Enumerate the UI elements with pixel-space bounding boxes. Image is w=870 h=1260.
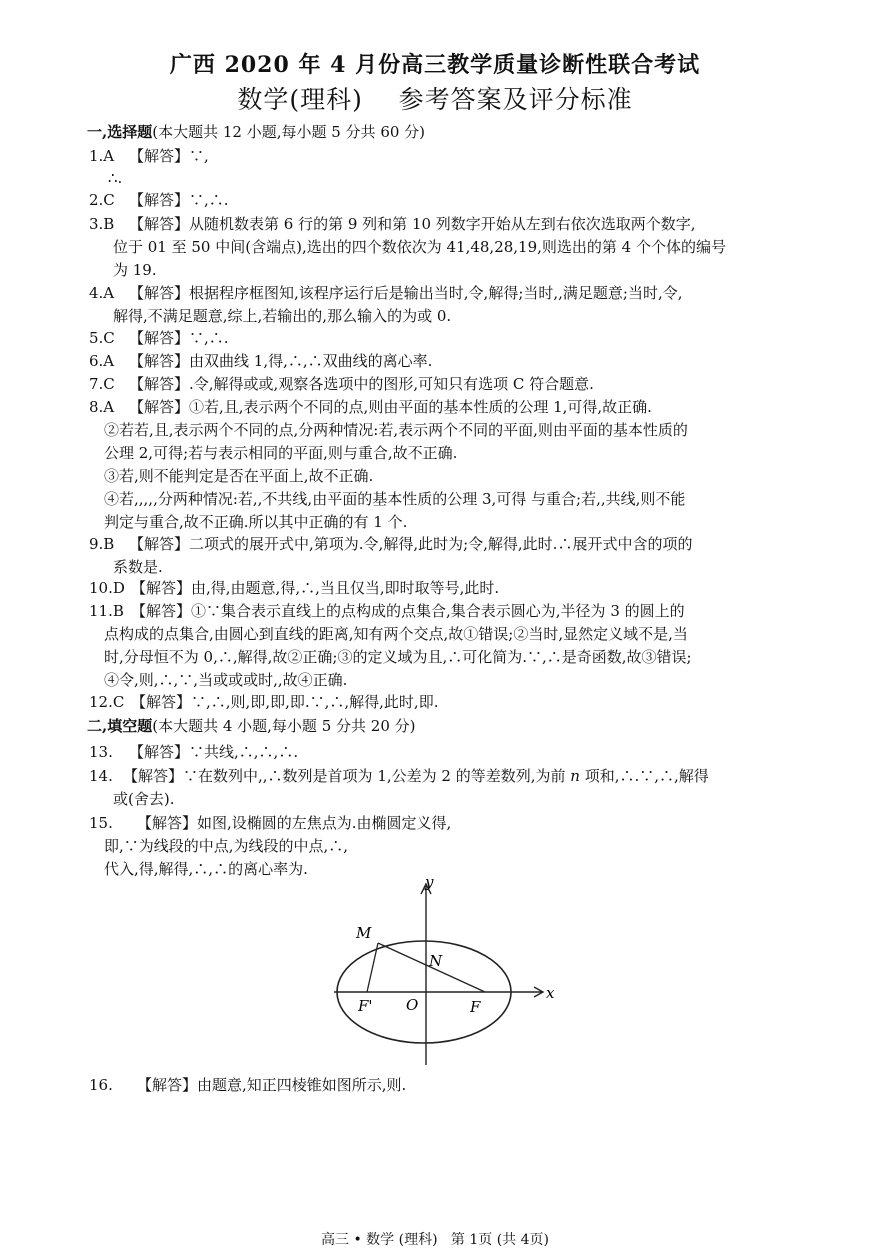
answer-text: 时,分母恒不为 0,∴,解得,故②正确;③的定义域为且,∴可化简为.∵,∴是奇函数,故③错误;	[104, 648, 692, 666]
answer-text: 为 19.	[113, 261, 157, 279]
answer-text: ∵共线,∴,∴,∴.	[189, 743, 299, 761]
origin-O-label: O	[406, 996, 419, 1014]
question-number: 6.A	[89, 352, 115, 370]
answer-text: 公理 2,可得;若与表示相同的平面,则与重合,故不正确.	[104, 444, 458, 462]
answer-q7	[89, 374, 594, 394]
answer-text: 由题意,知正四棱锥如图所示,则.	[197, 1076, 407, 1094]
answer-text: ④令,则,∴,∵,当或或或时,,故④正确.	[104, 671, 348, 689]
answer-label: 【解答】	[129, 284, 190, 302]
answer-text: 根据程序框图知,该程序运行后是输出当时,令,解得;当时,,满足题意;当时,令,	[189, 284, 683, 302]
answer-text: 项和,∴.∵,∴,解得	[579, 767, 709, 785]
answer-text: ∵,	[189, 147, 209, 165]
y-axis-label: y	[425, 873, 434, 891]
answer-text: 或(舍去).	[113, 790, 175, 808]
point-Fprime-label: F'	[358, 997, 373, 1015]
answer-q2	[89, 190, 229, 210]
section-note: (本大题共 4 小题,每小题 5 分共 20 分)	[152, 717, 416, 735]
answer-label: 【解答】	[131, 602, 192, 620]
answer-label: 【解答】	[131, 693, 192, 711]
answer-q13	[89, 742, 298, 762]
question-number: 3.B	[89, 215, 115, 233]
section-title: 二,填空题	[87, 717, 153, 735]
question-number: 9.B	[89, 535, 115, 553]
question-number: 14.	[89, 767, 113, 785]
x-axis-label: x	[546, 984, 555, 1002]
question-number: 12.C	[89, 693, 125, 711]
answer-q12	[89, 692, 438, 712]
answer-text: ∴.	[108, 169, 123, 187]
answer-label: 【解答】	[129, 191, 190, 209]
question-number: 5.C	[89, 329, 115, 347]
answer-label: 【解答】	[129, 743, 190, 761]
answer-text: ∵,∴.	[189, 329, 229, 347]
answer-text: 二项式的展开式中,第项为.令,解得,此时为;令,解得,此时.∴展开式中含的项的	[189, 535, 693, 553]
page-subtitle: 数学(理科) 参考答案及评分标准	[237, 85, 633, 114]
answer-q5	[89, 328, 229, 348]
answer-q6	[89, 351, 432, 371]
answer-text: 解得,不满足题意,综上,若输出的,那么输入的为或 0.	[113, 307, 452, 325]
answer-text: 系数是.	[113, 558, 163, 576]
answer-text: 代入,得,解得,∴,∴的离心率为.	[104, 860, 308, 878]
page-title: 广西 2020 年 4 月份高三教学质量诊断性联合考试	[169, 52, 701, 78]
answer-text: 即,∵为线段的中点,为线段的中点,∴,	[104, 837, 349, 855]
point-N-label: N	[429, 952, 443, 970]
answer-text: ④若,,,,,分两种情况:若,,不共线,由平面的基本性质的公理 3,可得 与重合;若,,共线,则不能	[104, 490, 686, 508]
answer-q15	[89, 813, 451, 833]
point-M-label: M	[356, 924, 372, 942]
answer-text: 点构成的点集合,由圆心到直线的距离,知有两个交点,故①错误;②当时,显然定义域不是,当	[104, 625, 688, 643]
answer-label: 【解答】	[123, 767, 184, 785]
answer-q14	[89, 766, 709, 786]
answer-text: ∵,∴.	[189, 191, 229, 209]
answer-text: ∵,∴,则,即,即,即.∵,∴,解得,此时,即.	[191, 693, 439, 711]
answer-label: 【解答】	[129, 398, 190, 416]
question-number: 16.	[89, 1076, 113, 1094]
question-number: 11.B	[89, 602, 124, 620]
answer-label: 【解答】	[129, 147, 190, 165]
question-number: 8.A	[89, 398, 115, 416]
section-title: 一,选择题	[87, 123, 153, 141]
answer-text: 由,得,由题意,得,∴,当且仅当,即时取等号,此时.	[191, 579, 500, 597]
variable-n: n	[570, 767, 580, 785]
answer-text: ①∵集合表示直线上的点构成的点集合,集合表示圆心为,半径为 3 的圆上的	[191, 602, 685, 620]
answer-text: 判定与重合,故不正确.所以其中正确的有 1 个.	[104, 513, 408, 531]
answer-label: 【解答】	[129, 329, 190, 347]
answer-q8	[89, 397, 652, 417]
answer-text: ②若若,且,表示两个不同的点,分两种情况:若,表示两个不同的平面,则由平面的基本性质的	[104, 421, 688, 439]
section-note: (本大题共 12 小题,每小题 5 分共 60 分)	[152, 123, 426, 141]
question-number: 13.	[89, 743, 113, 761]
answer-label: 【解答】	[129, 375, 190, 393]
answer-label: 【解答】	[129, 352, 190, 370]
answer-q1	[89, 146, 209, 166]
answer-text: 从随机数表第 6 行的第 9 列和第 10 列数字开始从左到右依次选取两个数字,	[189, 215, 696, 233]
answer-label: 【解答】	[131, 579, 192, 597]
answer-text: 位于 01 至 50 中间(含端点),选出的四个数依次为 41,48,28,19,则选出的第 4 个个体的编号	[113, 238, 726, 256]
answer-text: 由双曲线 1,得,∴,∴双曲线的离心率.	[189, 352, 433, 370]
answer-label: 【解答】	[137, 814, 198, 832]
question-number: 2.C	[89, 191, 115, 209]
page-footer: 高三 • 数学 (理科) 第 1页 (共 4页)	[321, 1232, 549, 1248]
question-number: 10.D	[89, 579, 125, 597]
answer-label: 【解答】	[129, 215, 190, 233]
section-heading-fill	[87, 716, 416, 736]
point-F-label: F	[470, 998, 481, 1016]
answer-text: ∵在数列中,,∴数列是首项为 1,公差为 2 的等差数列,为前	[183, 767, 571, 785]
question-number: 15.	[89, 814, 113, 832]
answer-q9	[89, 534, 692, 554]
answer-label: 【解答】	[137, 1076, 198, 1094]
section-heading-choice	[87, 122, 425, 142]
answer-text: ①若,且,表示两个不同的点,则由平面的基本性质的公理 1,可得,故正确.	[189, 398, 652, 416]
answer-label: 【解答】	[129, 535, 190, 553]
question-number: 4.A	[89, 284, 115, 302]
answer-text: ③若,则不能判定是否在平面上,故不正确.	[104, 467, 374, 485]
answer-q4	[89, 283, 683, 303]
answer-q10	[89, 578, 499, 598]
answer-q16	[89, 1075, 406, 1095]
question-number: 7.C	[89, 375, 115, 393]
ellipse-figure	[320, 872, 560, 1072]
answer-text: 如图,设椭圆的左焦点为.由椭圆定义得,	[197, 814, 452, 832]
answer-q11	[89, 601, 685, 621]
question-number: 1.A	[89, 147, 115, 165]
answer-q3	[89, 214, 696, 234]
answer-text: .令,解得或或,观察各选项中的图形,可知只有选项 C 符合题意.	[189, 375, 594, 393]
